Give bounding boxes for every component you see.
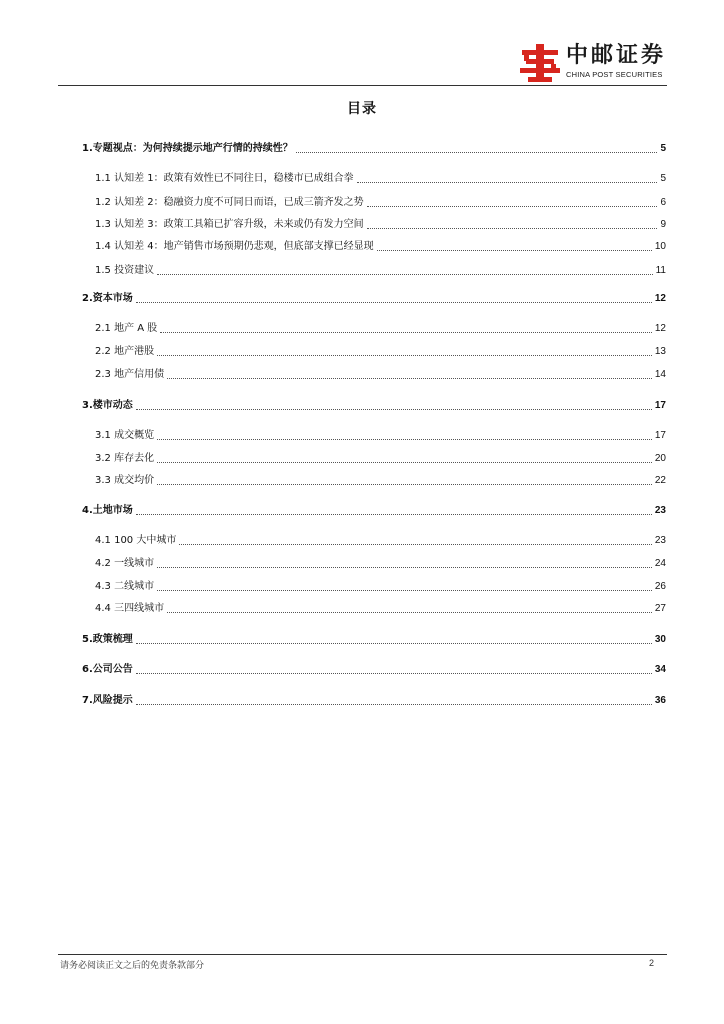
toc-dot-leader: [136, 301, 652, 303]
toc-entry-label: 1.2 认知差 2：稳融资力度不可同日而语，已成三箭齐发之势: [95, 197, 364, 208]
toc-subsection-entry[interactable]: [82, 170, 666, 186]
toc-entry-label: 1.3 认知差 3：政策工具箱已扩容升级，未来或仍有发力空间: [95, 219, 364, 230]
toc-dot-leader: [377, 249, 652, 251]
toc-dot-leader: [157, 461, 652, 463]
toc-dot-leader: [136, 408, 652, 410]
toc-subsection-entry[interactable]: [82, 262, 666, 278]
toc-subsection-entry[interactable]: [82, 450, 666, 466]
toc-dot-leader: [179, 543, 652, 545]
header-divider: [58, 85, 667, 86]
toc-section-entry[interactable]: [82, 692, 666, 708]
toc-entry-label: 2.1 地产 A 股: [95, 323, 158, 334]
toc-entry-label: 3.2 库存去化: [95, 453, 155, 464]
toc-dot-leader: [136, 642, 652, 644]
footer-divider: [58, 954, 667, 955]
toc-entry-page: 11: [655, 265, 666, 276]
toc-subsection-entry[interactable]: [82, 320, 666, 336]
toc-subsection-entry[interactable]: [82, 427, 666, 443]
toc-entry-label: 1.1 认知差 1：政策有效性已不同往日，稳楼市已成组合拳: [95, 173, 354, 184]
toc-title: 目录: [347, 101, 377, 117]
toc-entry-page: 5: [660, 143, 666, 154]
toc-dot-leader: [157, 273, 653, 275]
toc-entry-label: 1.专题视点：为何持续提示地产行情的持续性？: [82, 143, 293, 154]
toc-subsection-entry[interactable]: [82, 343, 666, 359]
toc-entry-page: 27: [654, 603, 666, 614]
toc-dot-leader: [136, 672, 652, 674]
toc-dot-leader: [157, 354, 652, 356]
company-logo: [520, 44, 666, 82]
toc-dot-leader: [160, 331, 652, 333]
toc-dot-leader: [367, 227, 658, 229]
toc-entry-label: 2.资本市场: [82, 293, 133, 304]
page-number: 2: [648, 958, 654, 968]
toc-dot-leader: [157, 589, 652, 591]
china-post-logo-icon: [520, 44, 560, 82]
toc-entry-label: 1.4 认知差 4：地产销售市场预期仍悲观，但底部支撑已经显现: [95, 241, 374, 252]
page-header: [0, 0, 724, 86]
toc-section-entry[interactable]: [82, 290, 666, 306]
toc-subsection-entry[interactable]: [82, 216, 666, 232]
toc-subsection-entry[interactable]: [82, 366, 666, 382]
toc-dot-leader: [136, 703, 652, 705]
toc-section-entry[interactable]: [82, 397, 666, 413]
toc-subsection-entry[interactable]: [82, 194, 666, 210]
logo-chinese-name: 中邮证券: [565, 43, 666, 68]
toc-entry-page: 30: [654, 634, 666, 645]
toc-section-entry[interactable]: [82, 140, 666, 156]
toc-entry-page: 22: [654, 475, 666, 486]
toc-dot-leader: [296, 151, 658, 153]
toc-entry-page: 9: [660, 219, 666, 230]
toc-entry-label: 4.3 二线城市: [95, 581, 155, 592]
toc-subsection-entry[interactable]: [82, 578, 666, 594]
toc-entry-page: 14: [654, 369, 666, 380]
toc-dot-leader: [167, 611, 652, 613]
toc-entry-page: 36: [654, 695, 666, 706]
toc-entry-page: 23: [654, 505, 666, 516]
toc-entry-page: 5: [660, 173, 666, 184]
toc-dot-leader: [357, 181, 658, 183]
toc-entry-label: 7.风险提示: [82, 695, 133, 706]
toc-subsection-entry[interactable]: [82, 532, 666, 548]
toc-entry-label: 4.土地市场: [82, 505, 133, 516]
toc-entry-page: 23: [654, 535, 666, 546]
toc-entry-label: 4.1 100 大中城市: [95, 535, 177, 546]
toc-entry-label: 3.1 成交概览: [95, 430, 155, 441]
toc-entry-label: 5.政策梳理: [82, 634, 133, 645]
toc-entry-page: 13: [654, 346, 666, 357]
toc-entry-page: 17: [654, 430, 666, 441]
toc-section-entry[interactable]: [82, 661, 666, 677]
toc-entry-page: 6: [660, 197, 666, 208]
toc-entry-page: 26: [654, 581, 666, 592]
toc-section-entry[interactable]: [82, 631, 666, 647]
toc-entry-label: 6.公司公告: [82, 664, 133, 675]
toc-entry-label: 1.5 投资建议: [95, 265, 155, 276]
toc-entry-page: 17: [654, 400, 666, 411]
toc-dot-leader: [157, 566, 652, 568]
toc-subsection-entry[interactable]: [82, 600, 666, 616]
toc-section-entry[interactable]: [82, 502, 666, 518]
toc-entry-page: 10: [654, 241, 666, 252]
toc-subsection-entry[interactable]: [82, 238, 666, 254]
toc-entry-label: 3.楼市动态: [82, 400, 133, 411]
toc-entry-page: 20: [654, 453, 666, 464]
toc-entry-page: 24: [654, 558, 666, 569]
toc-dot-leader: [136, 513, 652, 515]
logo-english-name: CHINA POST SECURITIES: [565, 70, 663, 79]
disclaimer-note: 请务必阅读正文之后的免责条款部分: [60, 961, 205, 971]
toc-dot-leader: [157, 483, 652, 485]
toc-subsection-entry[interactable]: [82, 555, 666, 571]
toc-dot-leader: [167, 377, 652, 379]
toc-subsection-entry[interactable]: [82, 472, 666, 488]
toc-entry-label: 4.4 三四线城市: [95, 603, 165, 614]
toc-dot-leader: [157, 438, 652, 440]
toc-entry-page: 34: [654, 664, 666, 675]
toc-entry-label: 2.3 地产信用债: [95, 369, 165, 380]
toc-dot-leader: [367, 205, 658, 207]
toc-entry-page: 12: [654, 323, 666, 334]
toc-entry-label: 3.3 成交均价: [95, 475, 155, 486]
toc-entry-page: 12: [654, 293, 666, 304]
toc-entry-label: 4.2 一线城市: [95, 558, 155, 569]
toc-entry-label: 2.2 地产港股: [95, 346, 155, 357]
